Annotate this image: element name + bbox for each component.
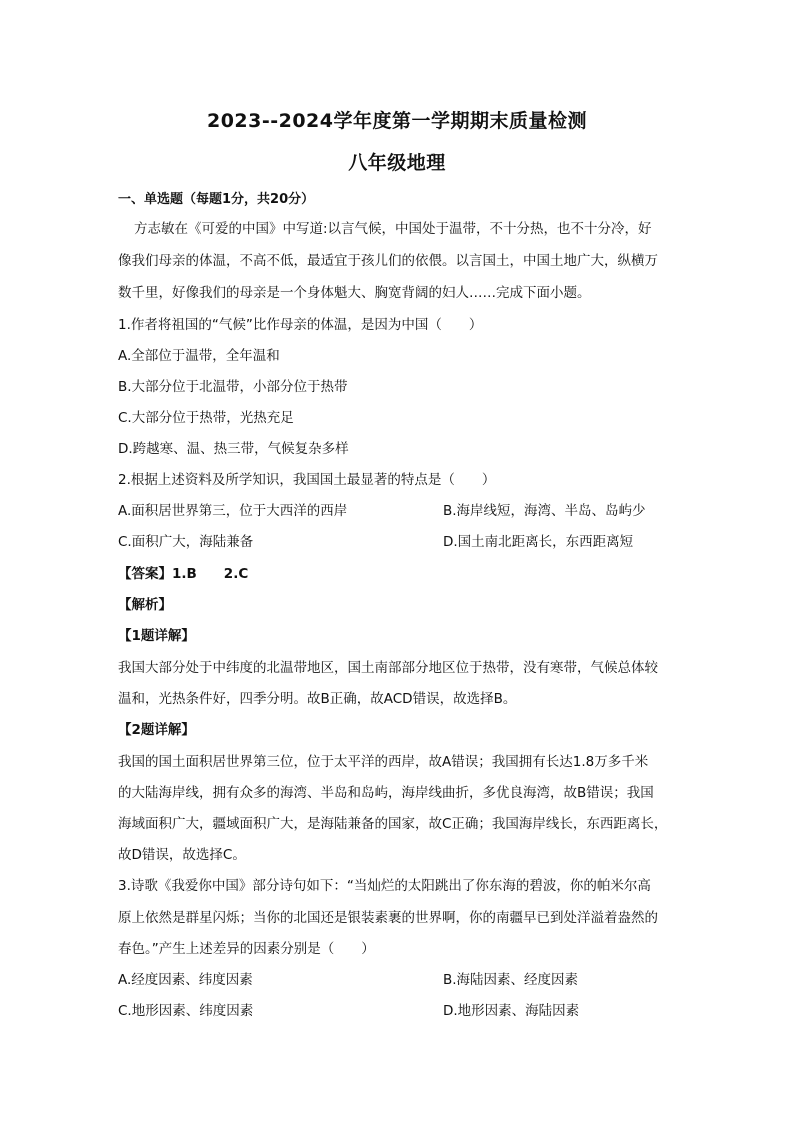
document-subtitle: 八年级地理	[348, 152, 446, 174]
question-2-option-b: B.海岸线短，海湾、半岛、岛屿少	[443, 503, 646, 519]
question-1-option-a: A.全部位于温带，全年温和	[118, 348, 280, 364]
question-1-option-c: C.大部分位于热带，光热充足	[118, 410, 294, 426]
detail-2-line: 的大陆海岸线，拥有众多的海湾、半岛和岛屿，海岸线曲折，多优良海湾，故B错误；我国	[118, 785, 654, 801]
question-2-option-c: C.面积广大，海陆兼备	[118, 534, 254, 550]
section-heading: 一、单选题（每题1分，共20分）	[118, 192, 315, 207]
question-3-option-c: C.地形因素、纬度因素	[118, 1003, 254, 1019]
question-2-option-a: A.面积居世界第三，位于大西洋的西岸	[118, 503, 348, 519]
passage-line: 像我们母亲的体温，不高不低，最适宜于孩儿们的依偎。以言国土，中国土地广大，纵横万	[118, 253, 658, 269]
question-1-option-d: D.跨越寒、温、热三带，气候复杂多样	[118, 441, 349, 457]
detail-2-line: 海域面积广大，疆域面积广大，是海陆兼备的国家，故C正确；我国海岸线长，东西距离长，	[118, 816, 668, 832]
question-3-option-d: D.地形因素、海陆因素	[443, 1003, 580, 1019]
detail-2-line: 我国的国土面积居世界第三位，位于太平洋的西岸，故A错误；我国拥有长达1.8万多千米	[118, 754, 649, 770]
detail-1-line: 温和，光热条件好，四季分明。故B正确，故ACD错误，故选择B。	[118, 691, 517, 707]
question-2-option-d: D.国土南北距离长，东西距离短	[443, 534, 634, 550]
passage-line: 方志敏在《可爱的中国》中写道:以言气候，中国处于温带，不十分热，也不十分冷，好	[134, 221, 652, 237]
question-3-option-a: A.经度因素、纬度因素	[118, 972, 253, 988]
answer-line: 【答案】1.B 2.C	[118, 566, 249, 582]
question-2-stem: 2.根据上述资料及所学知识，我国国土最显著的特点是（ ）	[118, 472, 496, 488]
question-1-option-b: B.大部分位于北温带，小部分位于热带	[118, 379, 348, 395]
question-3-stem-line: 3.诗歌《我爱你中国》部分诗句如下：“当灿烂的太阳跳出了你东海的碧波，你的帕米尔高	[118, 878, 651, 894]
detail-2-label: 【2题详解】	[118, 722, 195, 738]
question-3-option-b: B.海陆因素、经度因素	[443, 972, 579, 988]
question-1-stem: 1.作者将祖国的“气候”比作母亲的体温，是因为中国（ ）	[118, 317, 483, 333]
passage-line: 数千里，好像我们的母亲是一个身体魁大、胸宽背阔的妇人……完成下面小题。	[118, 285, 591, 301]
detail-2-line: 故D错误，故选择C。	[118, 847, 246, 863]
question-3-stem-line: 春色。”产生上述差异的因素分别是（ ）	[118, 941, 375, 957]
detail-1-line: 我国大部分处于中纬度的北温带地区，国土南部部分地区位于热带，没有寒带，气候总体较	[118, 660, 658, 676]
question-3-stem-line: 原上依然是群星闪烁；当你的北国还是银装素裹的世界啊，你的南疆早已到处洋溢着盎然的	[118, 910, 658, 926]
document-title: 2023--2024学年度第一学期期末质量检测	[206, 110, 588, 132]
detail-1-label: 【1题详解】	[118, 628, 195, 644]
analysis-label: 【解析】	[118, 597, 172, 613]
